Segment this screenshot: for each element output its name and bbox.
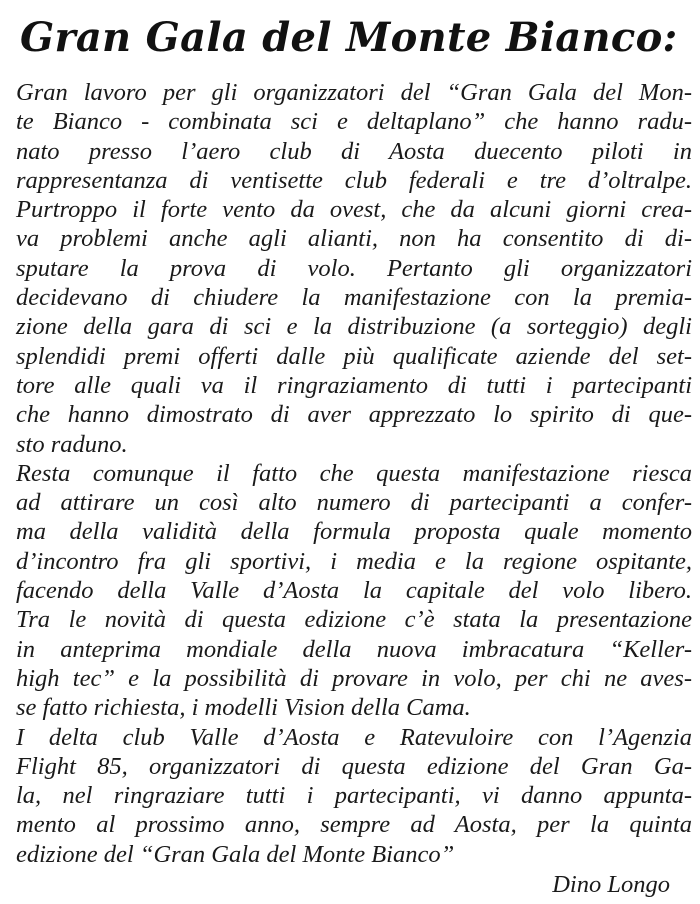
body-line: te Bianco - combinata sci e deltaplano” che hanno radu- [16, 108, 692, 136]
body-line: Tra le novità di questa edizione c’è stata la presentazione [16, 606, 692, 634]
body-line: nato presso l’aero club di Aosta duecento piloti in [16, 137, 692, 165]
body-line: ad attirare un così alto numero di partecipanti a confer- [16, 489, 692, 517]
body-line: I delta club Valle d’Aosta e Ratevuloire con l’Agenzia [16, 723, 692, 751]
body-line: tore alle quali va il ringraziamento di tutti i partecipanti [16, 371, 692, 399]
article-body [16, 78, 692, 869]
body-line: rappresentanza di ventisette club federali e tre d’oltralpe. [16, 166, 692, 194]
author-signature: Dino Longo [552, 871, 670, 898]
body-line: high tec” e la possibilità di provare in volo, per chi ne aves- [16, 664, 692, 692]
body-line: decidevano di chiudere la manifestazione con la premia- [16, 284, 692, 312]
body-line: zione della gara di sci e la distribuzione (a sorteggio) degli [16, 313, 692, 341]
body-line: ma della validità della formula proposta quale momento [16, 518, 692, 546]
body-line: Gran lavoro per gli organizzatori del “Gran Gala del Mon- [16, 79, 692, 106]
body-line: d’incontro fra gli sportivi, i media e la regione ospitante, [16, 547, 692, 575]
body-line: edizione del “Gran Gala del Monte Bianco” [16, 840, 455, 868]
body-line: la, nel ringraziare tutti i partecipanti, vi danno appunta- [16, 782, 692, 810]
body-line: sputare la prova di volo. Pertanto gli organizzatori [16, 254, 692, 282]
body-line: mento al prossimo anno, sempre ad Aosta, per la quinta [16, 811, 692, 839]
body-line: facendo della Valle d’Aosta la capitale del volo libero. [16, 577, 692, 605]
body-line: Resta comunque il fatto che questa manifestazione riesca [16, 459, 692, 487]
article-title: Gran Gala del Monte Bianco: [20, 14, 678, 61]
body-line: sto raduno. [16, 430, 128, 458]
body-line: Flight 85, organizzatori di questa edizione del Gran Ga- [16, 752, 692, 780]
body-line: che hanno dimostrato di aver apprezzato lo spirito di que- [16, 401, 692, 429]
body-line: se fatto richiesta, i modelli Vision della Cama. [16, 694, 471, 722]
body-line: splendidi premi offerti dalle più qualificate aziende del set- [16, 342, 692, 370]
body-line: Purtroppo il forte vento da ovest, che da alcuni giorni crea- [16, 196, 692, 224]
body-line: va problemi anche agli alianti, non ha consentito di di- [16, 225, 692, 253]
body-line: in anteprima mondiale della nuova imbracatura “Keller- [16, 635, 692, 663]
